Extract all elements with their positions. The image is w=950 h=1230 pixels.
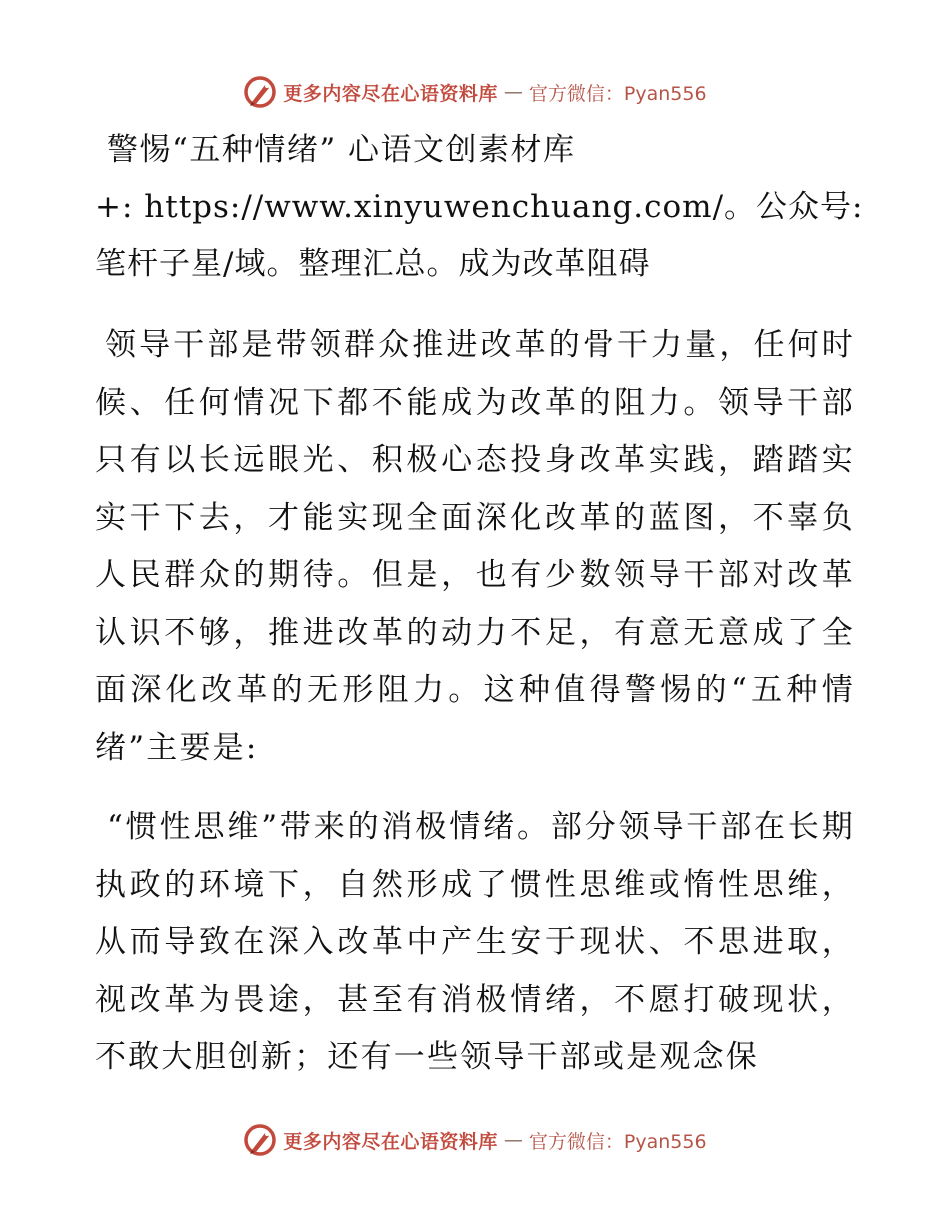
watermark-banner-top: [0, 72, 950, 112]
watermark-text: 更多内容尽在心语资料库: [283, 82, 498, 105]
watermark-separator: —: [503, 1129, 523, 1151]
document-body: [95, 122, 864, 1087]
watermark-separator: —: [503, 81, 523, 103]
pen-circle-logo-icon: [243, 75, 277, 109]
source-line-1: +: https://www.xinyuwenchuang.com/。公众号:: [95, 189, 864, 225]
watermark-contact: 官方微信：Pyan556: [528, 1130, 707, 1153]
paragraph-intro: 领导干部是带领群众推进改革的骨干力量，任何时候、任何情况下都不能成为改革的阻力。领导干部只有以长远眼光、积极心态投身改革实践，踏踏实实干下去，才能实现全面深化改革的蓝图，不辜负人民群众的期待。但是，也有少数领导干部对改革认识不够，推进改革的动力不足，有意无意成了全面深化改革的无形阻力。这种值得警惕的“五种情绪”主要是:: [95, 327, 855, 766]
pen-circle-logo-icon: [243, 1123, 277, 1157]
watermark-banner-bottom: [0, 1120, 950, 1160]
document-title: 警惕“五种情绪” 心语文创素材库: [107, 132, 576, 168]
paragraph-inertia: “惯性思维”带来的消极情绪。部分领导干部在长期执政的环境下，自然形成了惯性思维或惰性思维，从而导致在深入改革中产生安于现状、不思进取，视改革为畏途，甚至有消极情绪，不愿打破现状，不敢大胆创新；还有一些领导干部或是观念保: [95, 809, 855, 1075]
source-line-2: 笔杆子星/域。整理汇总。成为改革阻碍: [95, 246, 651, 282]
watermark-contact: 官方微信：Pyan556: [528, 82, 707, 105]
watermark-text: 更多内容尽在心语资料库: [283, 1130, 498, 1153]
